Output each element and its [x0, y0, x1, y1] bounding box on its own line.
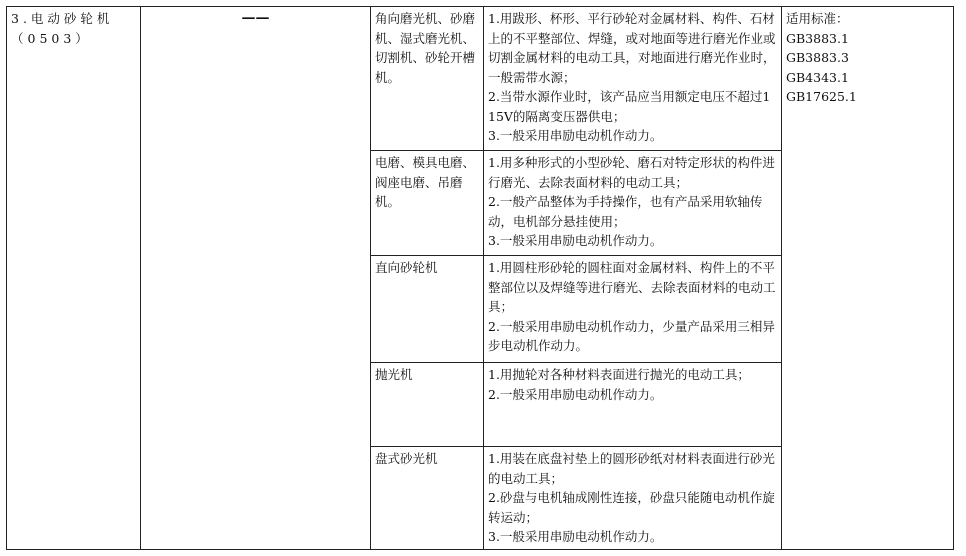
description-line: 1.用跋形、杯形、平行砂轮对金属材料、构件、石材上的不平整部位、焊缝，或对地面等进行磨光作业或切割金属材料的电动工具，对地面进行磨光作业时，一般需带水源；: [488, 11, 776, 85]
category-title: 3.电动砂轮机: [11, 11, 114, 26]
product-catalog-table: [6, 6, 954, 550]
standard-item: GB4343.1: [786, 69, 849, 85]
description-line: 2.砂盘与电机轴成刚性连接，砂盘只能随电动机作旋转运动；: [488, 490, 775, 525]
standard-item: GB3883.1: [786, 30, 849, 46]
category-code: （0503）: [11, 30, 92, 46]
description-line: 3.一般采用串励电动机作动力。: [488, 128, 663, 143]
description-line: 2.一般产品整体为手持操作，也有产品采用软轴传动，电机部分悬挂使用；: [488, 194, 763, 229]
category-cell: [7, 7, 141, 550]
table-row: [7, 7, 954, 151]
product-name-cell: 电磨、模具电磨、阀座电磨、吊磨机。: [371, 151, 484, 256]
description-line: 2.一般采用串励电动机作动力，少量产品采用三相异步电动机作动力。: [488, 318, 775, 353]
subcategory-code-cell: ——: [141, 7, 371, 550]
standard-item: GB3883.3: [786, 50, 849, 65]
description-line: 3.一般采用串励电动机作动力。: [488, 529, 663, 544]
product-description-cell: [484, 447, 782, 550]
standards-title: 适用标准：: [786, 11, 849, 26]
product-description-cell: [484, 7, 782, 151]
product-name-cell: 角向磨光机、砂磨机、湿式磨光机、切割机、砂轮开槽机。: [371, 7, 484, 151]
product-description-cell: [484, 151, 782, 256]
description-line: 1.用多种形式的小型砂轮、磨石对特定形状的构件进行磨光、去除表面材料的电动工具；: [488, 155, 775, 190]
description-line: 2.当带水源作业时，该产品应当用额定电压不超过115V的隔离变压器供电；: [488, 89, 771, 124]
description-line: 3.一般采用串励电动机作动力。: [488, 233, 663, 248]
product-name-cell: 盘式砂光机: [371, 447, 484, 550]
standards-cell: [782, 7, 954, 550]
product-name-cell: 抛光机: [371, 363, 484, 447]
description-line: 1.用装在底盘衬垫上的圆形砂纸对材料表面进行砂光的电动工具；: [488, 451, 775, 486]
product-description-cell: [484, 256, 782, 363]
product-description-cell: [484, 363, 782, 447]
description-line: 1.用抛轮对各种材料表面进行抛光的电动工具；: [488, 367, 750, 382]
description-line: 1.用圆柱形砂轮的圆柱面对金属材料、构件上的不平整部位以及焊缝等进行磨光、去除表面材料的电动工具；: [488, 260, 776, 314]
standard-item: GB17625.1: [786, 89, 857, 104]
product-name-cell: 直向砂轮机: [371, 256, 484, 363]
description-line: 2.一般采用串励电动机作动力。: [488, 386, 663, 402]
